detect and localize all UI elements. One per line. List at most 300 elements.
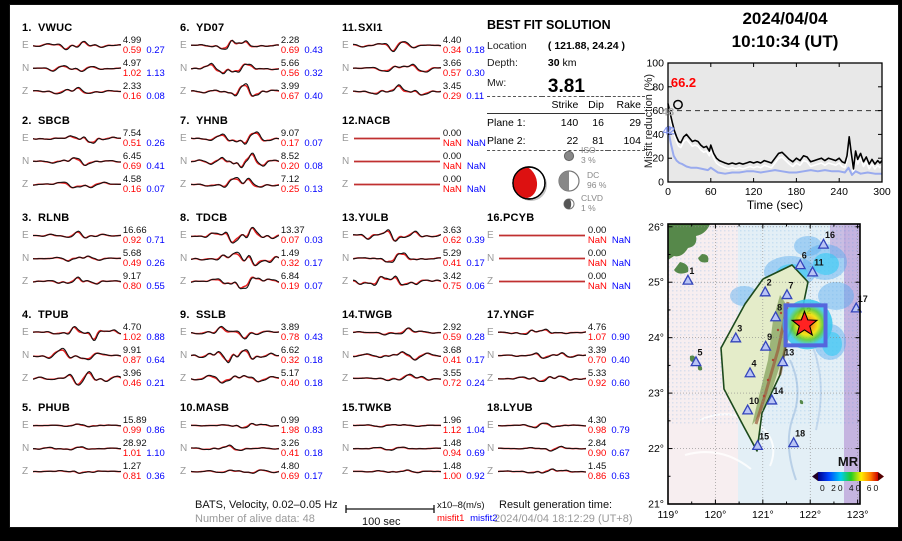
misfit1-value: 0.94 <box>442 448 462 459</box>
misfit2-value: 0.32 <box>304 68 323 79</box>
trace-row <box>22 57 176 80</box>
amplitude-value: 3.68 <box>442 344 462 356</box>
svg-text:2: 2 <box>766 277 772 288</box>
station-block <box>180 402 334 483</box>
misfit2-value: 0.36 <box>146 471 165 482</box>
misfit2-value: 0.71 <box>146 235 165 246</box>
misfit1-value: 0.92 <box>122 235 142 246</box>
misfit2-value: 0.08 <box>304 161 323 172</box>
misfit2-value: 0.64 <box>146 355 165 366</box>
waveform <box>33 57 121 80</box>
time-scalebar <box>345 504 437 516</box>
station-number: 11. <box>342 22 358 34</box>
misfit2-value: 0.55 <box>146 281 165 292</box>
channel-label: Z <box>487 276 494 287</box>
channel-label: Z <box>342 276 349 287</box>
misfit1-value: 0.34 <box>442 45 462 56</box>
misfit2-value: 0.63 <box>611 471 630 482</box>
trace-row <box>487 344 641 367</box>
station-number: 14. <box>342 309 358 321</box>
channel-label: N <box>22 156 30 167</box>
channel-label: Z <box>22 373 29 384</box>
station-number: 2. <box>22 115 32 127</box>
misfit1-value: 0.81 <box>122 471 142 482</box>
misfit2-value: NaN <box>466 184 486 195</box>
filter-info: BATS, Velocity, 0.02–0.05 Hz <box>195 499 338 511</box>
misfit2-value: 0.88 <box>146 332 165 343</box>
misfit2-value: 0.86 <box>146 425 165 436</box>
channel-label: Z <box>487 373 494 384</box>
channel-label: Z <box>342 373 349 384</box>
svg-text:300: 300 <box>873 186 891 198</box>
misfit2-value: 0.07 <box>304 281 323 292</box>
svg-text:1: 1 <box>689 266 695 277</box>
amplitude-value: 5.66 <box>280 57 300 69</box>
trace-row <box>22 344 176 367</box>
depth-label: Depth: <box>487 57 518 69</box>
channel-label: Z <box>487 466 494 477</box>
misfit2-value: 0.43 <box>304 45 323 56</box>
misfit1-value: 0.51 <box>122 138 142 149</box>
channel-label: E <box>487 327 494 338</box>
misfit1-value: 0.59 <box>442 332 462 343</box>
trace-row <box>22 460 176 483</box>
channel-label: N <box>487 253 495 264</box>
svg-text:5: 5 <box>697 347 703 358</box>
amplitude-value: 2.28 <box>280 34 300 46</box>
trace-row <box>487 247 641 270</box>
misfit1-value: 0.40 <box>280 378 300 389</box>
station-name: MASB <box>196 402 230 414</box>
station-name: SBCB <box>38 115 70 127</box>
mw-value: 3.81 <box>547 76 585 97</box>
svg-text:80: 80 <box>652 81 664 94</box>
waveform <box>33 173 121 196</box>
svg-text:26°: 26° <box>648 221 664 234</box>
misfit2-value: 0.43 <box>304 332 323 343</box>
misfit2-value: 0.60 <box>611 378 630 389</box>
waveform <box>191 321 279 344</box>
station-name: SSLB <box>196 309 227 321</box>
amplitude-value: 5.29 <box>442 247 462 259</box>
alive-data-count: Number of alive data: 48 <box>195 513 315 525</box>
amplitude-value: 0.00 <box>587 224 607 236</box>
amplitude-value: 15.89 <box>122 414 147 426</box>
waveform <box>353 150 441 173</box>
trace-row <box>22 127 176 150</box>
station-number: 16. <box>487 212 503 224</box>
waveform <box>498 247 586 270</box>
station-block <box>180 212 334 293</box>
trace-row <box>22 270 176 293</box>
svg-text:0: 0 <box>665 186 671 198</box>
trace-row <box>342 57 496 80</box>
amplitude-value: 13.37 <box>280 224 305 236</box>
channel-label: E <box>342 327 349 338</box>
trace-row <box>180 224 334 247</box>
misfit1-value: 0.99 <box>122 425 142 436</box>
waveform <box>498 414 586 437</box>
amplitude-value: 4.30 <box>587 414 607 426</box>
plane2-rake: 104 <box>623 135 641 147</box>
station-name: TWGB <box>358 309 393 321</box>
trace-row <box>342 270 496 293</box>
misfit2-value: 0.40 <box>611 355 630 366</box>
misfit2-value: 0.24 <box>466 378 485 389</box>
trace-row <box>487 437 641 460</box>
svg-text:40: 40 <box>652 128 664 141</box>
waveform <box>191 344 279 367</box>
location-label: Location <box>487 40 527 52</box>
amplitude-value: 2.84 <box>587 437 607 449</box>
amplitude-value: 3.42 <box>442 270 462 282</box>
station-name: YNGF <box>503 309 535 321</box>
station-number: 10. <box>180 402 196 414</box>
misfit1-value: 0.57 <box>442 68 462 79</box>
station-block <box>487 402 641 483</box>
waveform <box>33 270 121 293</box>
misfit2-value: 0.03 <box>304 235 323 246</box>
mw-label: Mw: <box>487 77 507 89</box>
amplitude-value: 2.33 <box>122 80 142 92</box>
amplitude-value: 7.12 <box>280 173 300 185</box>
misfit2-value: 0.69 <box>466 448 485 459</box>
amplitude-value: 3.99 <box>280 80 300 92</box>
trace-row <box>342 460 496 483</box>
result-time-value: 2024/04/04 18:12:29 (UT+8) <box>494 513 633 525</box>
waveform <box>33 127 121 150</box>
plane1-label: Plane 1: <box>487 117 526 129</box>
amplitude-value: 3.63 <box>442 224 462 236</box>
trace-row <box>180 57 334 80</box>
waveform <box>498 224 586 247</box>
waveform <box>353 321 441 344</box>
svg-text:122°: 122° <box>799 509 822 521</box>
station-number: 18. <box>487 402 503 414</box>
plane2-dip: 81 <box>592 135 604 147</box>
location-row <box>487 40 625 52</box>
waveform <box>191 270 279 293</box>
amplitude-value: 3.55 <box>442 367 462 379</box>
trace-row <box>180 460 334 483</box>
svg-text:8: 8 <box>777 302 783 313</box>
misfit1-value: 0.62 <box>442 235 462 246</box>
misfit1-value: 1.00 <box>442 471 462 482</box>
misfit2-value: NaN <box>611 281 631 292</box>
trace-row <box>180 367 334 390</box>
amplitude-value: 3.26 <box>280 437 300 449</box>
waveform <box>33 80 121 103</box>
misfit1-value: NaN <box>442 184 462 195</box>
misfit2-value: 0.18 <box>304 448 323 459</box>
waveform <box>498 367 586 390</box>
svg-text:7: 7 <box>788 280 794 291</box>
trace-row <box>342 414 496 437</box>
svg-text:3: 3 <box>737 323 743 334</box>
iso-pct: 3 % <box>581 154 596 165</box>
misfit2-value: 0.17 <box>466 355 485 366</box>
misfit-reduction-plot <box>640 40 902 212</box>
misfit2-value: 0.07 <box>304 138 323 149</box>
station-number: 7. <box>180 115 190 127</box>
misfit2-value: 0.18 <box>304 355 323 366</box>
trace-row <box>342 34 496 57</box>
misfit2-value: 0.26 <box>146 138 165 149</box>
amplitude-value: 9.17 <box>122 270 142 282</box>
svg-text:66.2: 66.2 <box>670 74 697 90</box>
channel-label: E <box>22 420 29 431</box>
trace-row <box>180 247 334 270</box>
dc-icon <box>556 168 582 194</box>
svg-text:Time (sec): Time (sec) <box>746 198 804 212</box>
misfit-legend <box>437 513 498 524</box>
amplitude-value: 1.27 <box>122 460 142 472</box>
channel-label: E <box>22 327 29 338</box>
trace-row <box>180 80 334 103</box>
station-name: LYUB <box>503 402 533 414</box>
waveform <box>191 57 279 80</box>
channel-label: N <box>487 350 495 361</box>
misfit2-value: 0.08 <box>146 91 165 102</box>
misfit1-value: NaN <box>587 235 607 246</box>
misfit2-value: 1.04 <box>466 425 485 436</box>
trace-row <box>342 224 496 247</box>
station-block <box>22 212 176 293</box>
waveform <box>33 247 121 270</box>
waveform <box>33 460 121 483</box>
channel-label: N <box>180 63 188 74</box>
trace-row <box>180 150 334 173</box>
misfit1-value: 0.90 <box>587 448 607 459</box>
channel-label: N <box>22 350 30 361</box>
waveform <box>353 34 441 57</box>
waveform <box>191 173 279 196</box>
solution-panel-title: BEST FIT SOLUTION <box>487 18 611 32</box>
misfit2-value: 0.90 <box>611 332 630 343</box>
misfit2-value: 0.18 <box>466 45 485 56</box>
channel-label: Z <box>342 86 349 97</box>
station-name: PCYB <box>503 212 535 224</box>
channel-label: E <box>22 133 29 144</box>
trace-row <box>487 367 641 390</box>
misfit1-value: 0.70 <box>587 355 607 366</box>
misfit1-value: 0.29 <box>442 91 462 102</box>
amplitude-value: 4.40 <box>442 34 462 46</box>
trace-row <box>342 173 496 196</box>
station-number: 6. <box>180 22 190 34</box>
trace-row <box>342 150 496 173</box>
trace-row <box>180 414 334 437</box>
waveform <box>353 224 441 247</box>
event-time: 10:10:34 (UT) <box>731 31 839 51</box>
waveform <box>33 224 121 247</box>
misfit2-value: NaN <box>466 161 486 172</box>
amplitude-value: 5.17 <box>280 367 300 379</box>
amplitude-value: 3.39 <box>587 344 607 356</box>
trace-row <box>180 437 334 460</box>
svg-text:119°: 119° <box>657 509 679 521</box>
result-time-label: Result generation time: <box>499 499 613 511</box>
misfit1-value: 0.87 <box>122 355 142 366</box>
misfit1-value: 0.69 <box>280 45 300 56</box>
misfit1-value: 0.20 <box>280 161 300 172</box>
channel-label: N <box>342 156 350 167</box>
misfit2-value: 0.40 <box>304 91 323 102</box>
svg-text:180: 180 <box>787 186 806 198</box>
station-number: 5. <box>22 402 32 414</box>
amplitude-value: 0.99 <box>280 414 300 426</box>
misfit1-value: NaN <box>442 138 462 149</box>
amplitude-value: 1.49 <box>280 247 300 259</box>
station-name: PHUB <box>38 402 70 414</box>
trace-row <box>22 80 176 103</box>
amplitude-unit-label: x10–8(m/s) <box>437 500 485 511</box>
waveform <box>191 80 279 103</box>
plane2-strike: 22 <box>566 135 579 147</box>
svg-text:24°: 24° <box>648 332 664 345</box>
amplitude-value: 4.97 <box>122 57 142 69</box>
misfit2-value: 0.79 <box>611 425 630 436</box>
amplitude-value: 3.96 <box>122 367 142 379</box>
station-name: YULB <box>358 212 389 224</box>
misfit1-value: 0.16 <box>122 184 142 195</box>
misfit2-value: 0.26 <box>146 258 165 269</box>
focal-mechanism-beachball-icon <box>500 154 560 214</box>
waveform <box>191 34 279 57</box>
misfit1-value: 0.69 <box>280 471 300 482</box>
misfit1-value: 0.41 <box>442 258 462 269</box>
waveform <box>498 437 586 460</box>
channel-label: N <box>180 350 188 361</box>
misfit1-value: 0.56 <box>280 68 300 79</box>
svg-text:11: 11 <box>814 257 824 268</box>
amplitude-value: 7.54 <box>122 127 142 139</box>
channel-label: N <box>22 443 30 454</box>
svg-text:240: 240 <box>830 186 848 198</box>
plane1-strike: 140 <box>560 117 579 129</box>
misfit1-value: NaN <box>442 161 462 172</box>
channel-label: N <box>22 253 30 264</box>
channel-label: E <box>342 133 349 144</box>
station-block <box>342 115 496 196</box>
misfit1-value: 1.98 <box>280 425 300 436</box>
amplitude-value: 4.76 <box>587 321 607 333</box>
waveform <box>353 173 441 196</box>
waveform <box>353 270 441 293</box>
station-block <box>22 22 176 103</box>
svg-text:4: 4 <box>751 358 757 369</box>
waveform <box>353 344 441 367</box>
misfit2-value: 0.17 <box>304 258 323 269</box>
channel-label: E <box>342 230 349 241</box>
depth-value: 30 <box>547 57 560 69</box>
misfit1-value: 1.01 <box>122 448 142 459</box>
waveform <box>498 460 586 483</box>
waveform <box>353 460 441 483</box>
station-number: 13. <box>342 212 358 224</box>
misfit1-value: 0.46 <box>122 378 142 389</box>
amplitude-value: 1.96 <box>442 414 462 426</box>
svg-text:17: 17 <box>857 293 868 304</box>
svg-text:16: 16 <box>824 230 836 241</box>
trace-row <box>342 437 496 460</box>
col-strike: Strike <box>542 97 582 114</box>
trace-row <box>487 460 641 483</box>
misfit1-value: 0.16 <box>122 91 142 102</box>
station-name: SXI1 <box>358 22 383 34</box>
amplitude-value: 9.91 <box>122 344 142 356</box>
misfit2-value: 0.06 <box>466 281 485 292</box>
trace-row <box>22 150 176 173</box>
station-name: VWUC <box>38 22 73 34</box>
svg-text:0: 0 <box>658 176 664 189</box>
svg-text:21°: 21° <box>648 498 664 511</box>
col-rake: Rake <box>608 97 645 114</box>
waveform <box>353 414 441 437</box>
svg-text:25°: 25° <box>648 276 664 289</box>
trace-row <box>487 321 641 344</box>
amplitude-value: 4.99 <box>122 34 142 46</box>
misfit2-value: 1.10 <box>146 448 165 459</box>
station-number: 9. <box>180 309 190 321</box>
misfit1-value: 0.72 <box>442 378 462 389</box>
misfit1-value: 1.02 <box>122 332 142 343</box>
waveform <box>498 344 586 367</box>
channel-label: E <box>22 230 29 241</box>
trace-row <box>342 344 496 367</box>
waveform <box>191 367 279 390</box>
waveform <box>33 414 121 437</box>
amplitude-value: 2.92 <box>442 321 462 333</box>
channel-label: Z <box>180 466 187 477</box>
waveform <box>191 247 279 270</box>
misfit1-value: 0.41 <box>280 448 300 459</box>
misfit2-value: 0.11 <box>466 91 485 102</box>
waveform <box>191 460 279 483</box>
channel-label: Z <box>22 276 29 287</box>
station-map <box>640 210 902 541</box>
channel-label: N <box>342 350 350 361</box>
amplitude-value: 5.68 <box>122 247 142 259</box>
channel-label: E <box>180 327 187 338</box>
station-number: 3. <box>22 212 32 224</box>
amplitude-value: 9.07 <box>280 127 300 139</box>
misfit2-value: 0.17 <box>466 258 485 269</box>
channel-label: Z <box>22 179 29 190</box>
iso-label: ISO <box>581 145 596 155</box>
amplitude-value: 6.62 <box>280 344 300 356</box>
trace-row <box>22 34 176 57</box>
trace-row <box>487 224 641 247</box>
waveform <box>353 367 441 390</box>
plane1-rake: 29 <box>629 117 641 129</box>
waveform <box>191 150 279 173</box>
misfit-plot-ylabel: Misfit reduction (%) <box>643 73 655 169</box>
event-date: 2024/04/04 <box>742 9 828 28</box>
amplitude-value: 0.00 <box>587 270 607 282</box>
misfit1-value: 0.69 <box>122 161 142 172</box>
misfit2-value: NaN <box>611 258 631 269</box>
misfit1-legend-label: misfit1 <box>437 513 465 524</box>
waveform <box>353 247 441 270</box>
amplitude-value: 0.00 <box>442 150 462 162</box>
trace-row <box>180 34 334 57</box>
trace-row <box>180 270 334 293</box>
station-block <box>342 212 496 293</box>
amplitude-value: 0.00 <box>442 173 462 185</box>
trace-row <box>22 321 176 344</box>
waveform <box>33 34 121 57</box>
